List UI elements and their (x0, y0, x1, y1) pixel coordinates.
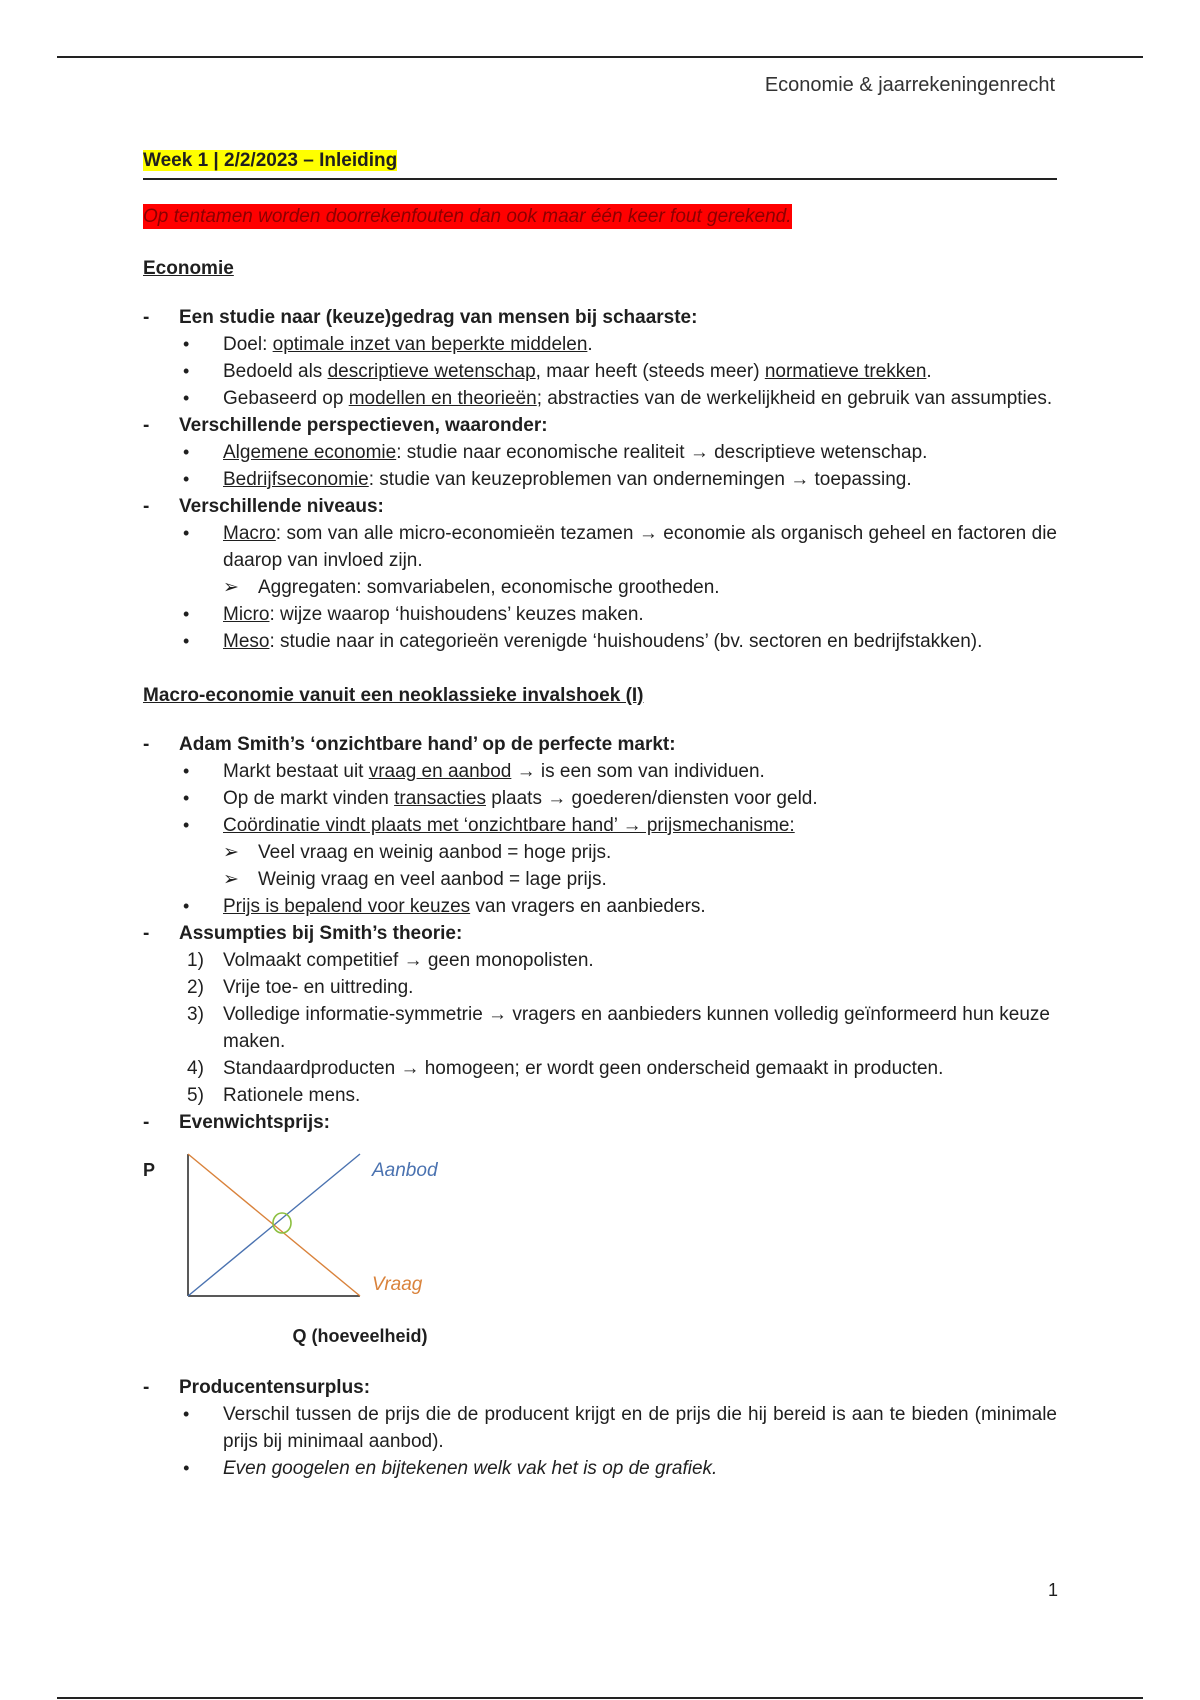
topic-onzichtbare-hand: - Adam Smith’s ‘onzichtbare hand’ op de perfecte markt: (143, 734, 676, 755)
topic-assumpties: - Assumpties bij Smith’s theorie: (143, 923, 463, 944)
list-assumpties (143, 947, 1057, 1109)
page-number: 1 (1047, 1580, 1058, 1600)
list-item: • Coördinatie vindt plaats met ‘onzichtbare hand’ → prijsmechanisme: (183, 815, 795, 836)
x-axis-label: Q (hoeveelheid) (292, 1326, 428, 1346)
list-item: • Macro: som van alle micro-economieën tezamen → economie als organisch geheel en factoren die daarop van invloed zijn. (183, 523, 1057, 571)
list-item: • Op de markt vinden transacties plaats → goederen/diensten voor geld. (183, 788, 818, 809)
list-surplus (143, 1401, 1057, 1482)
topic-producentensurplus: - Producentensurplus: (143, 1377, 371, 1398)
header-rule (57, 56, 1143, 58)
topic-studie: - Een studie naar (keuze)gedrag van mensen bij schaarste: (143, 307, 698, 328)
list-item: • Bedoeld als descriptieve wetenschap, maar heeft (steeds meer) normatieve trekken. (183, 361, 932, 382)
week-heading: Week 1 | 2/2/2023 – Inleiding (143, 150, 1057, 180)
topic-niveaus: - Verschillende niveaus: (143, 496, 384, 517)
supply-demand-svg (143, 1148, 1057, 1374)
list-item: • Verschil tussen de prijs die de producent krijgt en de prijs die hij bereid is aan te bieden (minimale prijs bij minimaal aanbod). (183, 1404, 1057, 1452)
list-niveaus-cont (143, 601, 1057, 655)
exam-warning: Op tentamen worden doorrekenfouten dan ook maar één keer fout gerekend. (143, 206, 792, 227)
sub-list-item: ➢ Veel vraag en weinig aanbod = hoge prijs. (223, 842, 612, 863)
footer-rule (57, 1697, 1143, 1699)
list-markt (143, 758, 1057, 839)
numbered-item: 4) Standaardproducten → homogeen; er wordt geen onderscheid gemaakt in producten. (187, 1058, 944, 1079)
list-item: • Markt bestaat uit vraag en aanbod → is een som van individuen. (183, 761, 765, 782)
legend-label-aanbod: Aanbod (372, 1160, 438, 1181)
list-item: • Doel: optimale inzet van beperkte middelen. (183, 334, 593, 355)
numbered-item: 1) Volmaakt competitief → geen monopolisten. (187, 950, 594, 971)
numbered-item: 5) Rationele mens. (187, 1085, 361, 1106)
topic-evenwichtsprijs: - Evenwichtsprijs: (143, 1112, 330, 1133)
list-item: • Prijs is bepalend voor keuzes van vragers en aanbieders. (183, 896, 706, 917)
topic-perspectieven: - Verschillende perspectieven, waaronder: (143, 415, 548, 436)
page-content (143, 150, 1057, 1482)
list-item: • Gebaseerd op modellen en theorieën; abstracties van de werkelijkheid en gebruik van assumpties. (183, 388, 1053, 409)
list-niveaus (143, 520, 1057, 574)
list-perspectieven (143, 439, 1057, 493)
course-title: Economie & jaarrekeningenrecht (764, 74, 1055, 96)
list-markt-cont (143, 893, 1057, 920)
supply-demand-chart (143, 1148, 1057, 1374)
list-item: • Bedrijfseconomie: studie van keuzeproblemen van ondernemingen → toepassing. (183, 469, 912, 490)
list-item: • Algemene economie: studie naar economische realiteit → descriptieve wetenschap. (183, 442, 928, 463)
section-macro: Macro-economie vanuit een neoklassieke invalshoek (I) (143, 685, 644, 706)
list-item: • Meso: studie naar in categorieën verenigde ‘huishoudens’ (bv. sectoren en bedrijfstakken). (183, 631, 983, 652)
sub-list-item: ➢ Aggregaten: somvariabelen, economische grootheden. (223, 577, 720, 598)
y-axis-label: P (143, 1160, 156, 1180)
section-economie: Economie (143, 258, 234, 279)
list-item: • Even googelen en bijtekenen welk vak het is op de grafiek. (183, 1458, 718, 1479)
numbered-item: 3) Volledige informatie-symmetrie → vragers en aanbieders kunnen volledig geïnformeerd hun keuze maken. (187, 1004, 1050, 1052)
list-item: • Micro: wijze waarop ‘huishoudens’ keuzes maken. (183, 604, 644, 625)
sub-list-item: ➢ Weinig vraag en veel aanbod = lage prijs. (223, 869, 607, 890)
list-studie (143, 331, 1057, 412)
numbered-item: 2) Vrije toe- en uittreding. (187, 977, 414, 998)
legend-label-vraag: Vraag (372, 1274, 423, 1295)
